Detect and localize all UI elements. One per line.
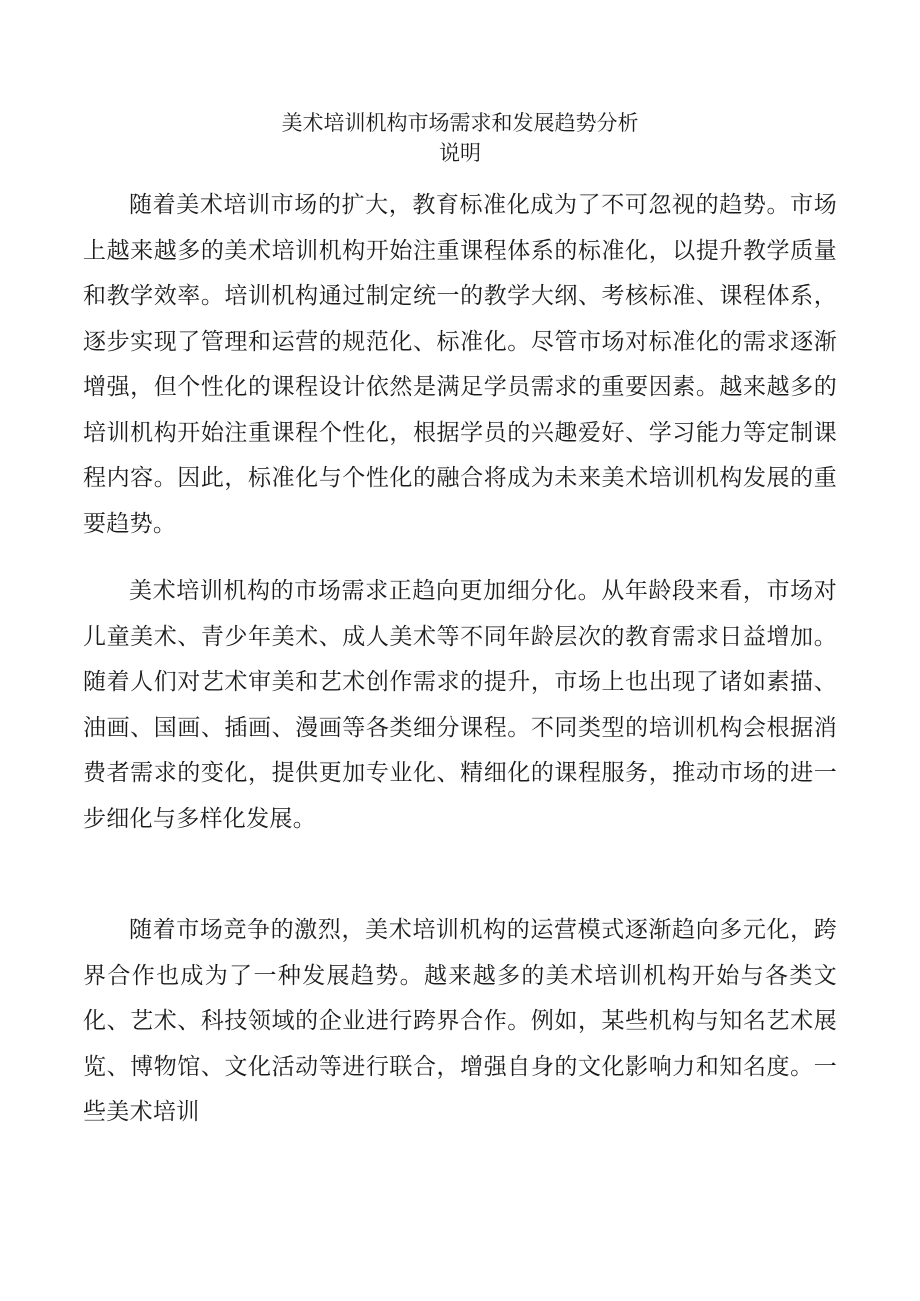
- document-title: 美术培训机构市场需求和发展趋势分析: [281, 111, 639, 135]
- paragraph-cross-industry-cooperation: 随着市场竞争的激烈，美术培训机构的运营模式逐渐趋向多元化，跨界合作也成为了一种发展趋势。越来越多的美术培训机构开始与各类文化、艺术、科技领域的企业进行跨界合作。例如，某些机构与知名艺术展览、博物馆、文化活动等进行联合，增强自身的文化影响力和知名度。一些美术培训: [83, 917, 837, 1125]
- paragraph-market-segmentation: 美术培训机构的市场需求正趋向更加细分化。从年龄段来看，市场对儿童美术、青少年美术、成人美术等不同年龄层次的教育需求日益增加。随着人们对艺术审美和艺术创作需求的提升，市场上也出现了诸如素描、油画、国画、插画、漫画等各类细分课程。不同类型的培训机构会根据消费者需求的变化，提供更加专业化、精细化的课程服务，推动市场的进一步细化与多样化发展。: [83, 578, 837, 832]
- document-subtitle: 说明: [439, 141, 481, 165]
- paragraph-standardization: 随着美术培训市场的扩大，教育标准化成为了不可忽视的趋势。市场上越来越多的美术培训机构开始注重课程体系的标准化，以提升教学质量和教学效率。培训机构通过制定统一的教学大纲、考核标准、课程体系，逐步实现了管理和运营的规范化、标准化。尽管市场对标准化的需求逐渐增强，但个性化的课程设计依然是满足学员需求的重要因素。越来越多的培训机构开始注重课程个性化，根据学员的兴趣爱好、学习能力等定制课程内容。因此，标准化与个性化的融合将成为未来美术培训机构发展的重要趋势。: [83, 192, 837, 537]
